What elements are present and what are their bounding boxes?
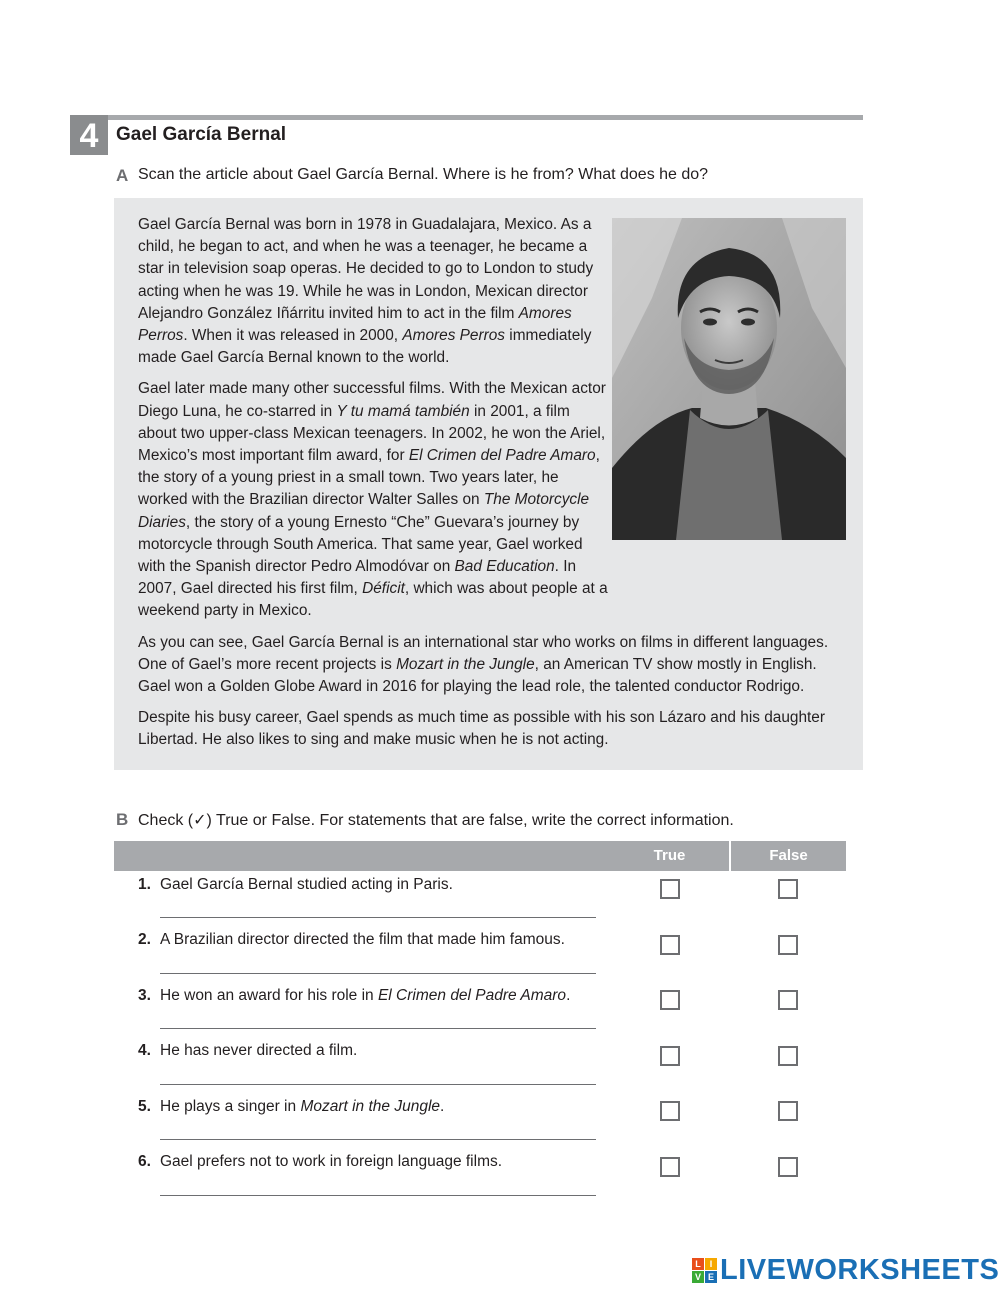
answer-line-4[interactable] xyxy=(160,1084,596,1085)
section-title: Gael García Bernal xyxy=(116,124,287,145)
false-checkbox-6[interactable] xyxy=(778,1157,798,1177)
false-checkbox-5[interactable] xyxy=(778,1101,798,1121)
article-paragraph-3: As you can see, Gael García Bernal is an international star who works on films in different languages. One of Gael’s more recent projects is Mozart in the Jungle, an American TV show mostly in English. Gael won a Golden Globe Award in 2016 for playing the lead role, the talented conductor Rodrigo. xyxy=(138,633,829,696)
part-a-letter: A xyxy=(116,166,129,185)
article-paragraph-1: Gael García Bernal was born in 1978 in Guadalajara, Mexico. As a child, he began to act, and when he was a teenager, he became a star in television soap operas. He decided to go to London to study acting when he was 19. While he was in London, Mexican director Alejandro González Iñárritu invited him to act in the film Amores Perros. When it was released in 2000, Amores Perros immediately made Gael García Bernal known to the world. xyxy=(138,216,594,367)
part-a-instruction: Scan the article about Gael García Bernal. Where is he from? What does he do? xyxy=(138,166,709,183)
logo-mark-icon: L I V E xyxy=(692,1258,717,1283)
answer-line-5[interactable] xyxy=(160,1139,596,1140)
answer-line-2[interactable] xyxy=(160,973,596,974)
false-column-label: False xyxy=(769,847,808,864)
false-checkbox-1[interactable] xyxy=(778,879,798,899)
liveworksheets-logo xyxy=(692,1254,999,1286)
true-checkbox-1[interactable] xyxy=(660,879,680,899)
statement-5: 5. He plays a singer in Mozart in the Jungle. xyxy=(138,1098,445,1115)
statement-4: 4. He has never directed a film. xyxy=(138,1042,358,1059)
logo-text: LIVEWORKSHEETS xyxy=(720,1253,1000,1286)
answer-line-3[interactable] xyxy=(160,1028,596,1029)
answer-line-1[interactable] xyxy=(160,917,596,918)
section-number: 4 xyxy=(70,115,108,155)
article-paragraph-4: Despite his busy career, Gael spends as much time as possible with his son Lázaro and his daughter Libertad. He also likes to sing and make music when he is not acting. xyxy=(138,709,825,749)
true-checkbox-5[interactable] xyxy=(660,1101,680,1121)
true-checkbox-3[interactable] xyxy=(660,990,680,1010)
part-b-letter: B xyxy=(116,810,129,829)
article-text xyxy=(138,214,838,761)
section-header-rule xyxy=(100,115,863,120)
false-checkbox-4[interactable] xyxy=(778,1046,798,1066)
true-checkbox-6[interactable] xyxy=(660,1157,680,1177)
part-b-instruction: Check (✓) True or False. For statements that are false, write the correct information. xyxy=(138,812,734,829)
answer-line-6[interactable] xyxy=(160,1195,596,1196)
statement-1: 1. Gael García Bernal studied acting in Paris. xyxy=(138,876,453,893)
article-paragraph-2: Gael later made many other successful films. With the Mexican actor Diego Luna, he co-starred in Y tu mamá también in 2001, a film about two upper-class Mexican teenagers. In 2002, he won the Ariel, Mexico’s most important film award, for El Crimen del Padre Amaro, the story of a young priest in a small town. Two years later, he worked with the Brazilian director Walter Salles on The Motorcycle Diaries, the story of a young Ernesto “Che” Guevara’s journey by motorcycle through South America. That same year, Gael worked with the Spanish director Pedro Almodóvar on Bad Education. In 2007, Gael directed his first film, Déficit, which was about people at a weekend party in Mexico. xyxy=(138,380,608,620)
statement-2: 2. A Brazilian director directed the film that made him famous. xyxy=(138,931,565,948)
statement-3: 3. He won an award for his role in El Crimen del Padre Amaro. xyxy=(138,987,571,1004)
statement-6: 6. Gael prefers not to work in foreign language films. xyxy=(138,1153,503,1170)
true-column-label: True xyxy=(653,847,686,864)
true-checkbox-2[interactable] xyxy=(660,935,680,955)
false-checkbox-2[interactable] xyxy=(778,935,798,955)
true-checkbox-4[interactable] xyxy=(660,1046,680,1066)
false-checkbox-3[interactable] xyxy=(778,990,798,1010)
true-false-header xyxy=(114,841,846,871)
